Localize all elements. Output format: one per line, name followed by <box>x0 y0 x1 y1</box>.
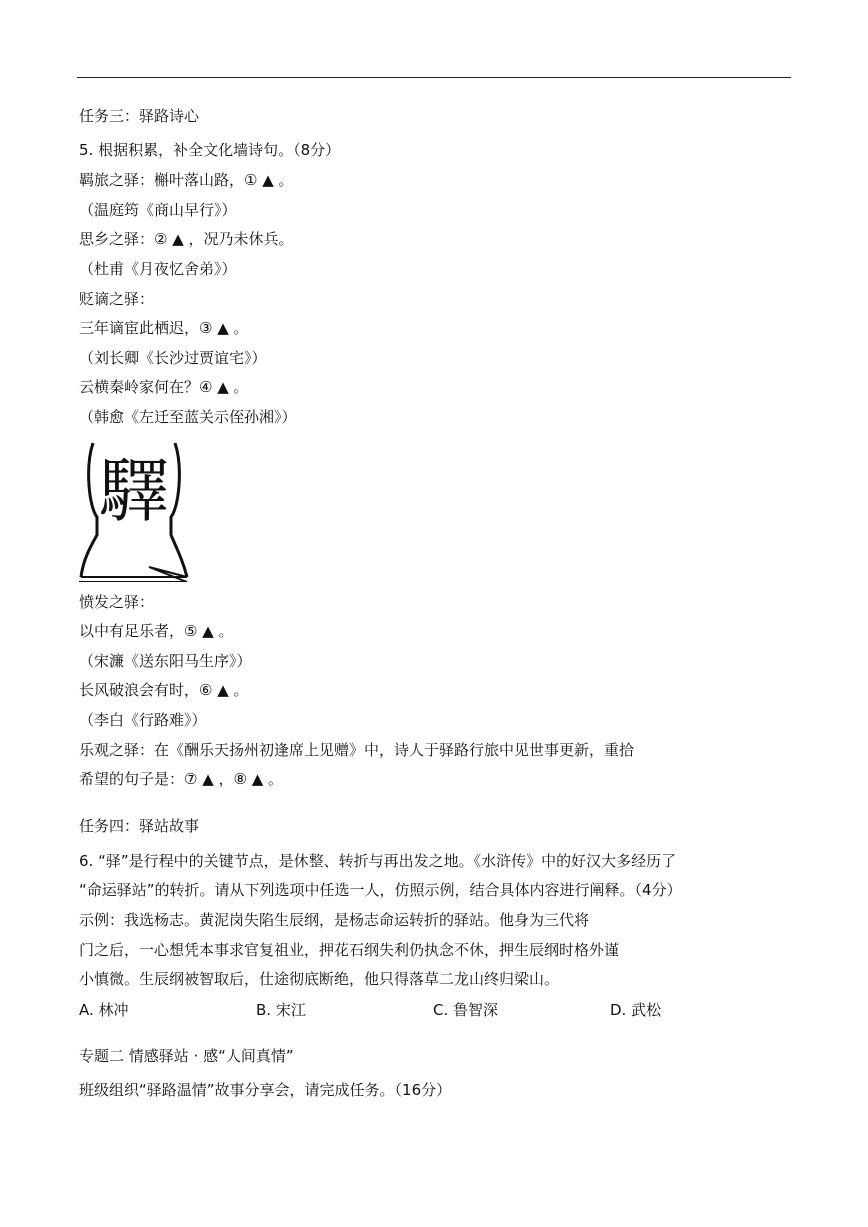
topic2-heading: 专题二 情感驿站 · 感“人间真情” <box>79 1047 294 1065</box>
poem-source: （杜甫《月夜忆舍弟》） <box>79 260 237 278</box>
example-text: 小慎微。生辰纲被智取后，仕途彻底断绝，他只得落草二龙山终归梁山。 <box>79 970 560 988</box>
poem-line: 愤发之驿： <box>79 593 155 611</box>
question-6: 6. “驿”是行程中的关键节点，是休整、转折与再出发之地。《水浒传》中的好汉大多经历了 <box>79 852 677 870</box>
poem-source: （韩愈《左迁至蓝关示侄孙湘》） <box>79 408 297 426</box>
example-text: 示例：我选杨志。黄泥岗失陷生辰纲，是杨志命运转折的驿站。他身为三代将 <box>79 911 590 929</box>
poem-line: 思乡之驿：② ▲ ，况乃未休兵。 <box>79 230 294 248</box>
poem-line: 长风破浪会有时，⑥ ▲ 。 <box>79 681 249 699</box>
poem-source: （温庭筠《商山早行》） <box>79 201 237 219</box>
seal-script-yi-image <box>79 437 189 582</box>
option-b: B. 宋江 <box>256 1001 306 1019</box>
poem-source: （宋濂《送东阳马生序》） <box>79 652 252 670</box>
poem-source: （李白《行路难》） <box>79 711 207 729</box>
poem-line: 以中有足乐者，⑤ ▲ 。 <box>79 622 234 640</box>
option-c: C. 鲁智深 <box>433 1001 499 1019</box>
poem-line: 云横秦岭家何在？④ ▲ 。 <box>79 378 249 396</box>
header-rule <box>77 77 791 78</box>
question-6: “命运驿站”的转折。请从下列选项中任选一人，仿照示例，结合具体内容进行阐释。（4分） <box>79 881 682 899</box>
poem-line: 希望的句子是：⑦ ▲ ，⑧ ▲ 。 <box>79 770 284 788</box>
poem-line: 贬谪之驿： <box>79 290 155 308</box>
poem-line: 乐观之驿：在《酬乐天扬州初逢席上见赠》中，诗人于驿路行旅中见世事更新，重拾 <box>79 741 635 759</box>
option-a: A. 林冲 <box>79 1001 129 1019</box>
option-d: D. 武松 <box>610 1001 662 1019</box>
question-5: 5. 根据积累，补全文化墙诗句。（8分） <box>79 141 341 159</box>
task4-heading: 任务四：驿站故事 <box>79 817 200 835</box>
poem-source: （刘长卿《长沙过贾谊宅》） <box>79 349 267 367</box>
poem-line: 羁旅之驿：槲叶落山路，① ▲ 。 <box>79 171 294 189</box>
seal-char: 驛 <box>99 450 169 532</box>
example-text: 门之后，一心想凭本事求官复祖业，押花石纲失利仍执念不休，押生辰纲时格外谨 <box>79 941 620 959</box>
poem-line: 三年谪宦此栖迟，③ ▲ 。 <box>79 319 249 337</box>
task3-heading: 任务三：驿路诗心 <box>79 107 200 125</box>
topic2-intro: 班级组织“驿路温情”故事分享会，请完成任务。（16分） <box>79 1081 452 1099</box>
